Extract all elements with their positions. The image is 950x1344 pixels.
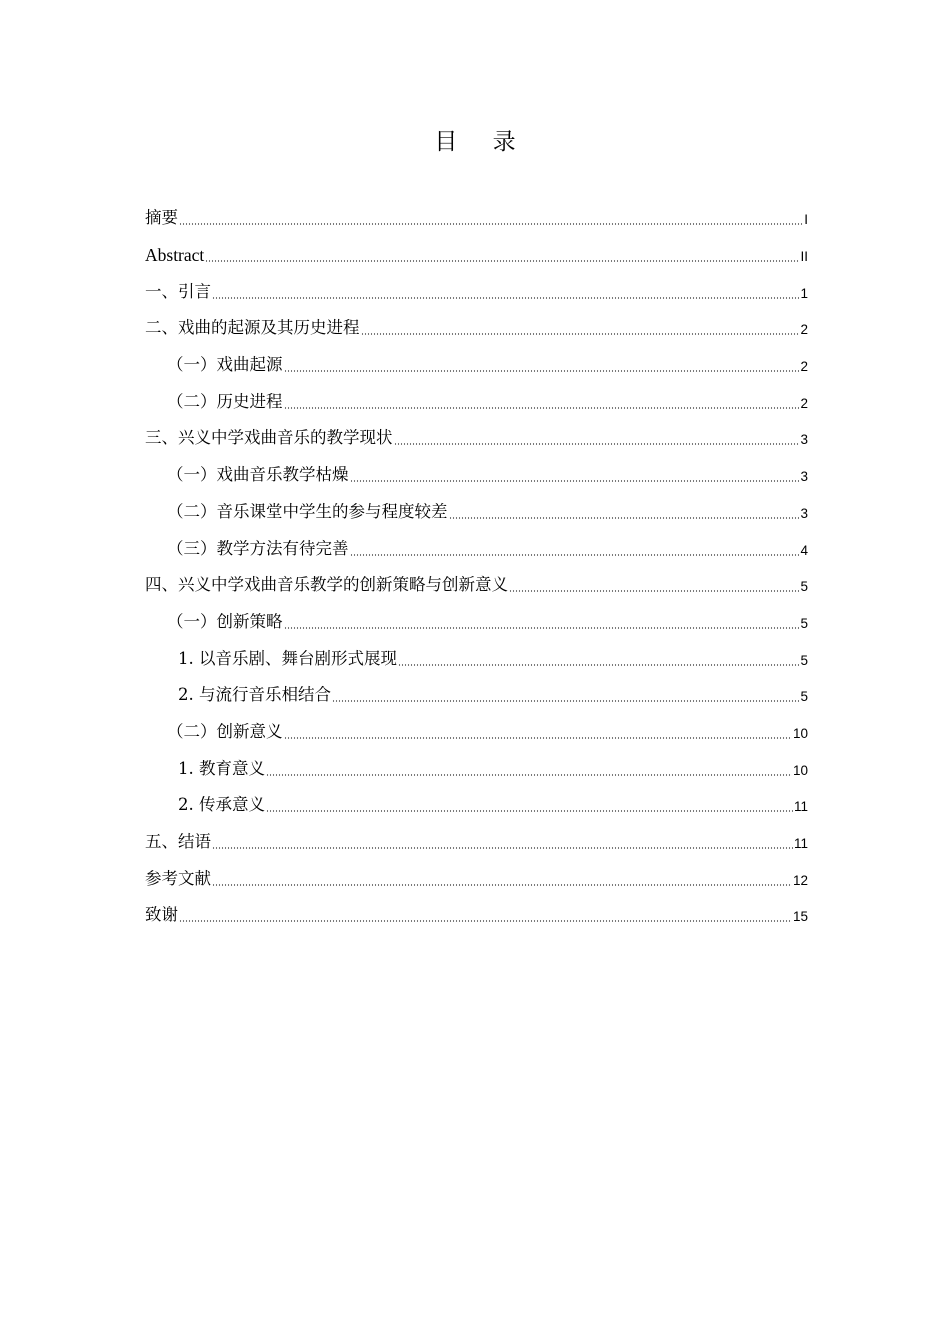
toc-entry-page-number: I	[804, 212, 808, 228]
toc-entry-label: （二）音乐课堂中学生的参与程度较差	[167, 501, 448, 521]
toc-entry-label: Abstract	[145, 245, 205, 266]
toc-entry[interactable]	[145, 457, 808, 494]
toc-entry-page-number: 15	[792, 909, 808, 925]
toc-entry-page-number: 11	[793, 836, 808, 852]
toc-entry[interactable]	[145, 530, 808, 567]
toc-entry[interactable]	[145, 310, 808, 347]
toc-entry-label: （一）戏曲起源	[167, 355, 283, 375]
toc-dot-leader	[179, 920, 792, 922]
toc-entry-page-number: 10	[792, 762, 808, 778]
toc-dot-leader	[212, 297, 799, 299]
toc-dot-leader	[212, 847, 793, 849]
toc-entry-page-number: 5	[800, 579, 808, 595]
toc-entry-page-number: 3	[800, 505, 808, 521]
toc-dot-leader	[350, 554, 800, 556]
toc-entry[interactable]	[145, 860, 808, 897]
toc-entry-label: （二）历史进程	[167, 391, 283, 411]
toc-dot-leader	[509, 590, 799, 592]
toc-entry-label: 三、兴义中学戏曲音乐的教学现状	[145, 428, 393, 448]
toc-entry[interactable]	[145, 824, 808, 861]
toc-entry-label: （三）教学方法有待完善	[167, 538, 349, 558]
toc-entry-page-number: 2	[800, 395, 808, 411]
toc-entry[interactable]	[145, 494, 808, 531]
toc-entry-page-number: 2	[800, 359, 808, 375]
toc-dot-leader	[205, 260, 799, 262]
toc-entry[interactable]	[145, 567, 808, 604]
toc-entry-page-number: 5	[800, 689, 808, 705]
toc-entry-page-number: 3	[800, 432, 808, 448]
toc-entry[interactable]	[145, 677, 808, 714]
toc-entry-page-number: 5	[800, 652, 808, 668]
toc-entry[interactable]	[145, 787, 808, 824]
toc-entry[interactable]	[145, 897, 808, 934]
toc-entry-page-number: II	[800, 249, 808, 265]
toc-dot-leader	[449, 517, 800, 519]
toc-dot-leader	[394, 443, 800, 445]
toc-entry-page-number: 12	[792, 872, 808, 888]
toc-entry-page-number: 3	[800, 469, 808, 485]
toc-entry-label: 1. 以音乐剧、舞台剧形式展现	[178, 648, 397, 668]
toc-entry-label: （一）创新策略	[167, 611, 283, 631]
toc-entry-label: 二、戏曲的起源及其历史进程	[145, 318, 360, 338]
toc-entry-label: 参考文献	[145, 868, 211, 888]
toc-entry-label: 五、结语	[145, 832, 211, 852]
toc-entry-label: 2. 与流行音乐相结合	[178, 685, 331, 705]
toc-entry-label: 四、兴义中学戏曲音乐教学的创新策略与创新意义	[145, 575, 508, 595]
toc-entry-page-number: 1	[800, 285, 808, 301]
toc-entry[interactable]	[145, 604, 808, 641]
toc-entry-page-number: 2	[800, 322, 808, 338]
toc-entry[interactable]	[145, 640, 808, 677]
toc-entry-page-number: 11	[793, 799, 808, 815]
toc-entry-label: 1. 教育意义	[178, 758, 265, 778]
toc-title: 目 录	[434, 129, 530, 155]
toc-entry[interactable]	[145, 273, 808, 310]
toc-entry-label: 致谢	[145, 905, 178, 925]
toc-entry[interactable]	[145, 200, 808, 237]
toc-dot-leader	[266, 774, 792, 776]
toc-entry[interactable]	[145, 347, 808, 384]
toc-entry-label: （二）创新意义	[167, 721, 283, 741]
toc-entry-label: 一、引言	[145, 281, 211, 301]
toc-dot-leader	[361, 333, 800, 335]
toc-entry-page-number: 4	[800, 542, 808, 558]
toc-entry-page-number: 10	[792, 725, 808, 741]
toc-entry-label: 2. 传承意义	[178, 795, 265, 815]
toc-dot-leader	[398, 664, 799, 666]
toc-dot-leader	[179, 223, 803, 225]
toc-dot-leader	[266, 810, 793, 812]
toc-dot-leader	[284, 370, 800, 372]
toc-entry[interactable]	[145, 420, 808, 457]
toc-entry[interactable]	[145, 750, 808, 787]
toc-entry-label: 摘要	[145, 208, 178, 228]
toc-dot-leader	[350, 480, 800, 482]
toc-dot-leader	[212, 884, 792, 886]
table-of-contents	[145, 200, 808, 934]
toc-entry-label: （一）戏曲音乐教学枯燥	[167, 465, 349, 485]
toc-entry[interactable]	[145, 714, 808, 751]
toc-entry-page-number: 5	[800, 615, 808, 631]
toc-dot-leader	[284, 407, 800, 409]
toc-entry[interactable]	[145, 237, 808, 274]
toc-dot-leader	[332, 700, 799, 702]
toc-dot-leader	[284, 737, 792, 739]
toc-entry[interactable]	[145, 383, 808, 420]
toc-dot-leader	[284, 627, 800, 629]
